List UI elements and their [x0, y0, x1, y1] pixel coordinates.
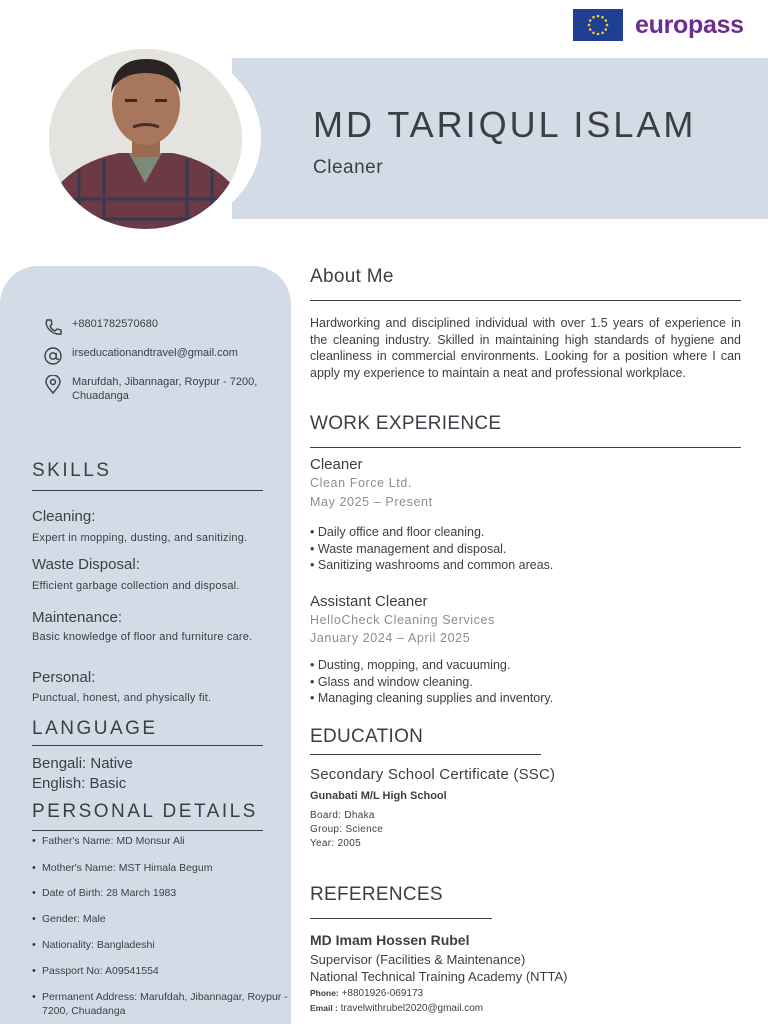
experience-heading: WORK EXPERIENCE [310, 413, 502, 434]
email-text: irseducationandtravel@gmail.com [72, 347, 238, 359]
candidate-title: Cleaner [313, 157, 384, 178]
contact-email [42, 346, 238, 366]
personal-detail-item: • Permanent Address: Marufdah, Jibannagar, Roypur - 7200, Chuadanga [32, 990, 290, 1018]
skill-desc: Punctual, honest, and physically fit. [32, 692, 212, 704]
job-duties [310, 524, 741, 574]
education-year: Year: 2005 [310, 838, 362, 849]
education-heading: EDUCATION [310, 726, 424, 747]
reference-email-value: travelwithrubel2020@gmail.com [340, 1003, 484, 1014]
job-title: Assistant Cleaner [310, 593, 428, 610]
education-rule [310, 754, 541, 755]
job-company: Clean Force Ltd. [310, 476, 413, 490]
skill-name: Maintenance: [32, 609, 123, 626]
personal-rule [32, 830, 263, 831]
address-text: Marufdah, Jibannagar, Roypur - 7200, Chuadanga [72, 376, 258, 402]
job-company: HelloCheck Cleaning Services [310, 613, 495, 627]
skill-desc: Expert in mopping, dusting, and sanitizing. [32, 532, 248, 544]
reference-org: National Technical Training Academy (NTTA) [310, 969, 568, 984]
language-item: Bengali: Native [32, 755, 133, 772]
job-dates: May 2025 – Present [310, 495, 433, 509]
skill-name: Waste Disposal: [32, 556, 140, 573]
education-degree: Secondary School Certificate (SSC) [310, 766, 556, 783]
reference-phone [310, 988, 423, 999]
job-duties [310, 657, 741, 707]
contact-address [42, 375, 282, 403]
skill-desc: Basic knowledge of floor and furniture care. [32, 631, 253, 643]
references-heading: REFERENCES [310, 884, 443, 905]
job-duty: • Daily office and floor cleaning. [310, 524, 741, 541]
about-heading: About Me [310, 266, 394, 287]
job-duty: • Glass and window cleaning. [310, 674, 741, 691]
reference-phone-label: Phone: [310, 988, 339, 998]
job-duty: • Sanitizing washrooms and common areas. [310, 557, 741, 574]
language-rule [32, 745, 263, 746]
skills-rule [32, 490, 263, 491]
education-group: Group: Science [310, 824, 384, 835]
personal-detail-item: • Gender: Male [32, 912, 290, 926]
contact-phone [42, 317, 158, 337]
about-rule [310, 300, 741, 301]
personal-heading: PERSONAL DETAILS [32, 801, 258, 822]
about-text: Hardworking and disciplined individual with over 1.5 years of experience in the cleaning industry. Skilled in maintaining high standards of hygiene and cleanliness in commercial environments. Looking for a position where I can apply my experience to maintain a neat and professional workplace. [310, 316, 741, 380]
europass-logo [573, 9, 744, 41]
personal-detail-item: • Date of Birth: 28 March 1983 [32, 886, 290, 900]
phone-text: +8801782570680 [72, 318, 158, 330]
language-heading: LANGUAGE [32, 718, 158, 739]
job-title: Cleaner [310, 456, 363, 473]
language-item: English: Basic [32, 775, 127, 792]
eu-flag-icon [573, 9, 623, 41]
experience-rule [310, 447, 741, 448]
references-rule [310, 918, 492, 919]
europass-wordmark: europass [635, 10, 744, 39]
job-duty: • Managing cleaning supplies and inventory. [310, 690, 741, 707]
reference-email-label: Email : [310, 1003, 338, 1013]
skill-desc: Efficient garbage collection and disposal. [32, 580, 240, 592]
personal-detail-item: • Mother's Name: MST Himala Begum [32, 861, 290, 875]
education-school: Gunabati M/L High School [310, 790, 447, 802]
education-board: Board: Dhaka [310, 810, 375, 821]
personal-detail-item: • Father's Name: MD Monsur Ali [32, 834, 290, 848]
personal-detail-item: • Passport No: A09541554 [32, 964, 290, 978]
job-duty: • Waste management and disposal. [310, 541, 741, 558]
reference-role: Supervisor (Facilities & Maintenance) [310, 952, 526, 967]
personal-detail-item: • Nationality: Bangladeshi [32, 938, 290, 952]
job-dates: January 2024 – April 2025 [310, 631, 471, 645]
reference-phone-value: +8801926-069173 [341, 988, 424, 999]
reference-email [310, 1003, 483, 1014]
job-duty: • Dusting, mopping, and vacuuming. [310, 657, 741, 674]
skills-heading: SKILLS [32, 460, 112, 481]
skill-name: Personal: [32, 669, 96, 686]
profile-photo [49, 49, 242, 229]
location-pin-icon [42, 375, 64, 395]
phone-icon [42, 317, 64, 337]
skill-name: Cleaning: [32, 508, 96, 525]
candidate-name: MD TARIQUL ISLAM [313, 104, 697, 145]
reference-name: MD Imam Hossen Rubel [310, 932, 470, 948]
at-sign-icon [42, 346, 64, 366]
